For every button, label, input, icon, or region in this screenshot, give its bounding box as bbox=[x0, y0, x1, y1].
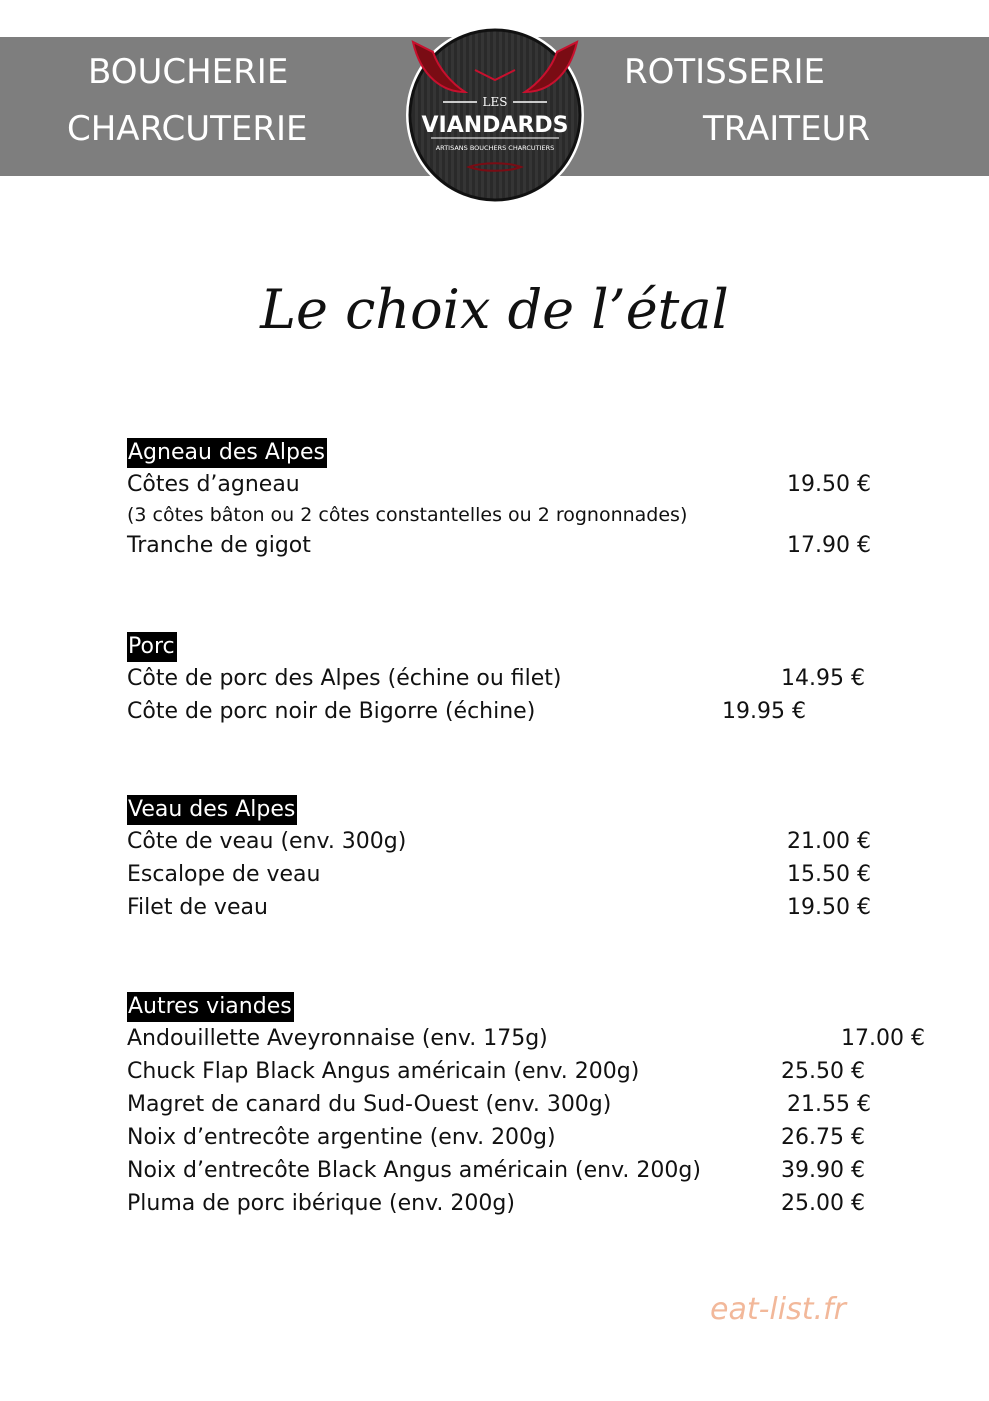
section-heading: Agneau des Alpes bbox=[127, 438, 327, 468]
item-name: Chuck Flap Black Angus américain (env. 200g) bbox=[127, 1059, 640, 1084]
section-heading: Porc bbox=[127, 632, 177, 662]
item-name: Côte de porc des Alpes (échine ou filet) bbox=[127, 666, 562, 691]
section-veau bbox=[127, 795, 871, 924]
item-name: Tranche de gigot bbox=[127, 533, 311, 558]
section-autres-viandes bbox=[127, 992, 925, 1220]
menu-item bbox=[127, 1121, 865, 1154]
header-right-line1: ROTISSERIE bbox=[624, 52, 825, 92]
menu-item bbox=[127, 1022, 925, 1055]
item-price: 21.55 € bbox=[787, 1092, 871, 1117]
item-price: 19.50 € bbox=[787, 472, 871, 497]
item-name: Côte de porc noir de Bigorre (échine) bbox=[127, 699, 536, 724]
menu-item bbox=[127, 1055, 865, 1088]
header-left-line1: BOUCHERIE bbox=[88, 52, 289, 92]
viandards-logo bbox=[403, 22, 587, 208]
item-price: 19.50 € bbox=[787, 895, 871, 920]
section-heading: Autres viandes bbox=[127, 992, 294, 1022]
menu-item bbox=[127, 468, 871, 501]
item-name: Andouillette Aveyronnaise (env. 175g) bbox=[127, 1026, 548, 1051]
menu-item bbox=[127, 891, 871, 924]
item-price: 19.95 € bbox=[722, 699, 806, 724]
menu-item bbox=[127, 1154, 865, 1187]
menu-item bbox=[127, 695, 806, 728]
menu-item bbox=[127, 858, 871, 891]
item-price: 17.90 € bbox=[787, 533, 871, 558]
section-porc bbox=[127, 632, 865, 728]
menu-item bbox=[127, 529, 871, 562]
header-left-line2: CHARCUTERIE bbox=[67, 109, 308, 149]
menu-item bbox=[127, 1187, 865, 1220]
menu-item bbox=[127, 1088, 871, 1121]
item-name: Noix d’entrecôte argentine (env. 200g) bbox=[127, 1125, 556, 1150]
item-price: 26.75 € bbox=[781, 1125, 865, 1150]
watermark: eat-list.fr bbox=[710, 1292, 846, 1327]
item-price: 21.00 € bbox=[787, 829, 871, 854]
item-price: 17.00 € bbox=[841, 1026, 925, 1051]
item-price: 14.95 € bbox=[781, 666, 865, 691]
item-name: Magret de canard du Sud-Ouest (env. 300g) bbox=[127, 1092, 612, 1117]
logo-top-text: LES bbox=[482, 95, 508, 109]
item-price: 25.00 € bbox=[781, 1191, 865, 1216]
section-heading: Veau des Alpes bbox=[127, 795, 297, 825]
item-name: Côtes d’agneau bbox=[127, 472, 300, 497]
logo-name-text: VIANDARDS bbox=[421, 113, 569, 138]
logo-tagline-text: ARTISANS BOUCHERS CHARCUTIERS bbox=[435, 144, 555, 152]
header-right-line2: TRAITEUR bbox=[703, 109, 871, 149]
item-price: 15.50 € bbox=[787, 862, 871, 887]
item-name: Filet de veau bbox=[127, 895, 268, 920]
page-title: Le choix de l’étal bbox=[260, 278, 729, 341]
section-agneau bbox=[127, 438, 871, 562]
menu-item bbox=[127, 662, 865, 695]
item-name: Escalope de veau bbox=[127, 862, 321, 887]
item-name: Côte de veau (env. 300g) bbox=[127, 829, 407, 854]
item-price: 39.90 € bbox=[781, 1158, 865, 1183]
item-note: (3 côtes bâton ou 2 côtes constantelles ou 2 rognonnades) bbox=[127, 504, 688, 526]
item-name: Noix d’entrecôte Black Angus américain (env. 200g) bbox=[127, 1158, 701, 1183]
item-name: Pluma de porc ibérique (env. 200g) bbox=[127, 1191, 515, 1216]
item-price: 25.50 € bbox=[781, 1059, 865, 1084]
menu-item bbox=[127, 825, 871, 858]
